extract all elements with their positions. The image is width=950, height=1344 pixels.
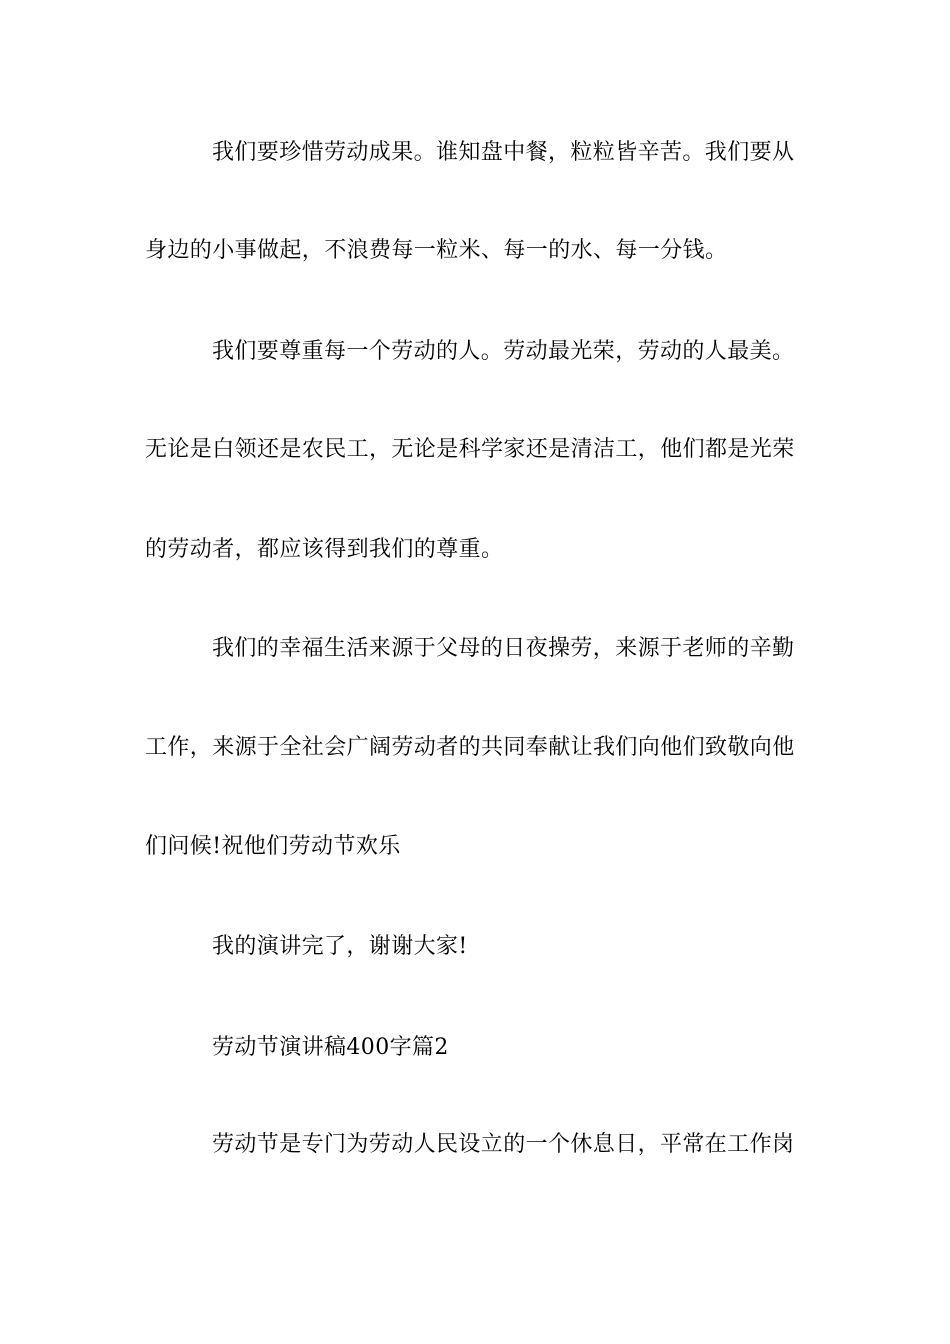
paragraph-1-line-1: 我们要珍惜劳动成果。谁知盘中餐，粒粒皆辛苦。我们要从	[212, 140, 795, 165]
paragraph-3-line-2: 工作，来源于全社会广阔劳动者的共同奉献让我们向他们致敬向他	[145, 735, 795, 760]
paragraph-2-line-3: 的劳动者，都应该得到我们的尊重。	[145, 537, 504, 562]
paragraph-4-line-1: 劳动节是专门为劳动人民设立的一个休息日，平常在工作岗	[212, 1132, 795, 1157]
paragraph-2-line-1: 我们要尊重每一个劳动的人。劳动最光荣，劳动的人最美。	[212, 339, 795, 364]
paragraph-2-line-2: 无论是白领还是农民工，无论是科学家还是清洁工，他们都是光荣	[145, 437, 795, 462]
paragraph-1-line-2: 身边的小事做起，不浪费每一粒米、每一的水、每一分钱。	[145, 238, 728, 263]
section-heading: 劳动节演讲稿400字篇2	[212, 1035, 449, 1060]
paragraph-3-line-3: 们问候!祝他们劳动节欢乐	[145, 834, 401, 859]
paragraph-3-line-1: 我们的幸福生活来源于父母的日夜操劳，来源于老师的辛勤	[212, 636, 795, 661]
closing-line: 我的演讲完了，谢谢大家!	[212, 934, 468, 959]
